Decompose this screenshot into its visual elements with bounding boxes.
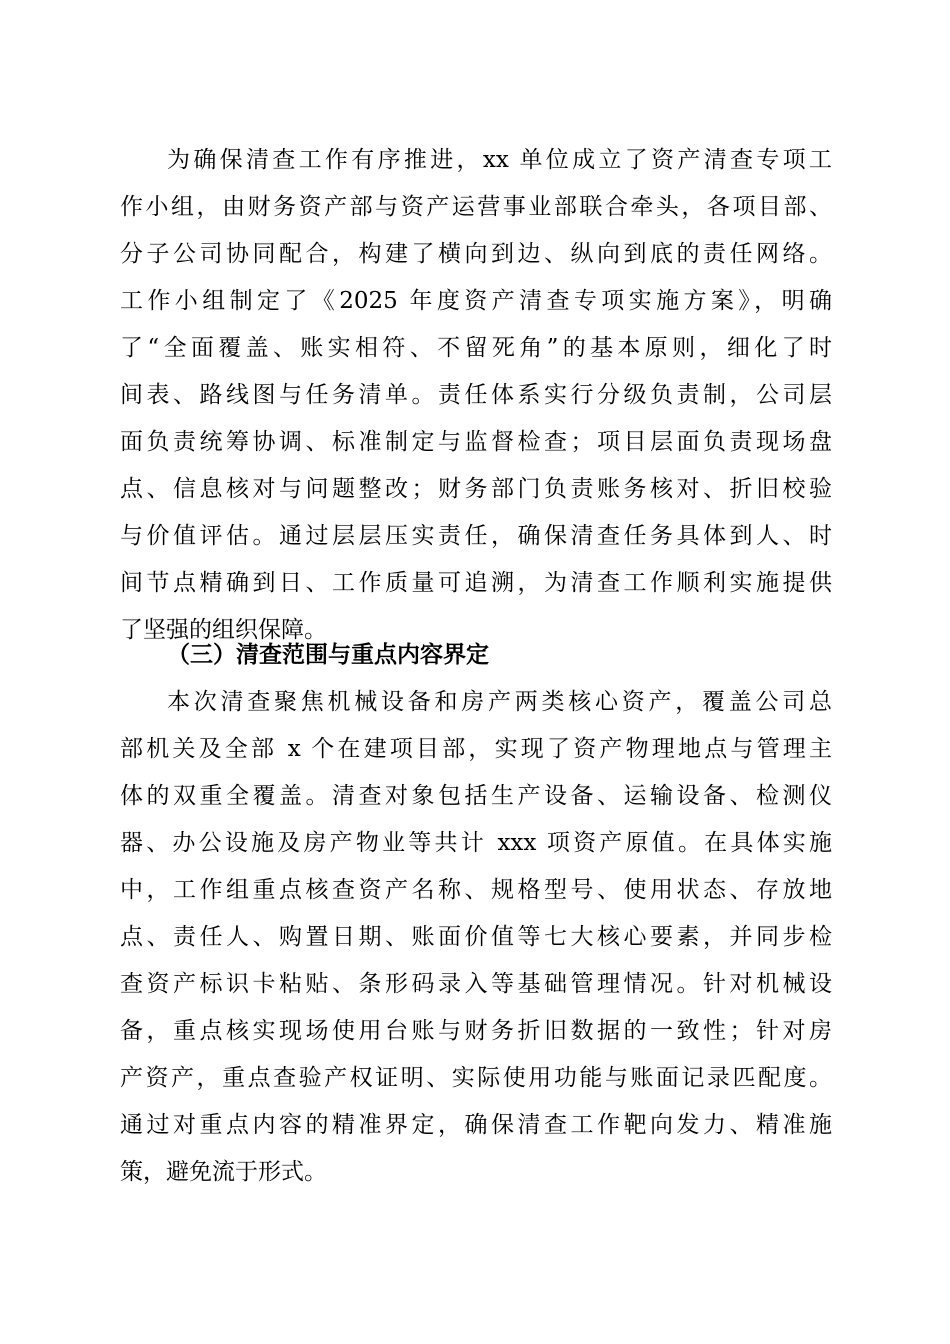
paragraph-line-last: 策，避免流于形式。 <box>120 1159 327 1185</box>
paragraph-line: 分子公司协同配合，构建了横向到边、纵向到底的责任网络。 <box>120 241 832 267</box>
paragraph-line: 与价值评估。通过层层压实责任，确保清查任务具体到人、时 <box>120 523 832 549</box>
paragraph-line: 工作小组制定了《2025 年度资产清查专项实施方案》，明确 <box>120 288 832 314</box>
paragraph-line: 器、办公设施及房产物业等共计 xxx 项资产原值。在具体实施 <box>120 830 832 856</box>
paragraph-line: 间表、路线图与任务清单。责任体系实行分级负责制，公司层 <box>120 382 832 408</box>
paragraph-line: 面负责统筹协调、标准制定与监督检查；项目层面负责现场盘 <box>120 429 832 455</box>
paragraph-line: 为确保清查工作有序推进，xx 单位成立了资产清查专项工 <box>167 147 832 173</box>
paragraph-line: 点、责任人、购置日期、账面价值等七大核心要素，并同步检 <box>120 924 832 950</box>
paragraph-line: 中，工作组重点核查资产名称、规格型号、使用状态、存放地 <box>120 877 832 903</box>
paragraph-line: 了“全面覆盖、账实相符、不留死角”的基本原则，细化了时 <box>120 335 832 361</box>
paragraph-line: 部机关及全部 x 个在建项目部，实现了资产物理地点与管理主 <box>120 736 832 762</box>
paragraph-line: 产资产，重点查验产权证明、实际使用功能与账面记录匹配度。 <box>120 1065 832 1091</box>
section-heading: （三）清查范围与重点内容界定 <box>167 641 489 668</box>
paragraph-line: 备，重点核实现场使用台账与财务折旧数据的一致性；针对房 <box>120 1018 832 1044</box>
paragraph-line: 间节点精确到日、工作质量可追溯，为清查工作顺利实施提供 <box>120 570 832 596</box>
paragraph-line: 本次清查聚焦机械设备和房产两类核心资产，覆盖公司总 <box>167 689 832 715</box>
paragraph-line: 查资产标识卡粘贴、条形码录入等基础管理情况。针对机械设 <box>120 971 832 997</box>
paragraph-line: 体的双重全覆盖。清查对象包括生产设备、运输设备、检测仪 <box>120 783 832 809</box>
paragraph-line: 点、信息核对与问题整改；财务部门负责账务核对、折旧校验 <box>120 476 832 502</box>
paragraph-line: 通过对重点内容的精准界定，确保清查工作靶向发力、精准施 <box>120 1112 832 1138</box>
paragraph-line-last: 了坚强的组织保障。 <box>120 617 327 643</box>
paragraph-line: 作小组，由财务资产部与资产运营事业部联合牵头，各项目部、 <box>120 194 832 220</box>
